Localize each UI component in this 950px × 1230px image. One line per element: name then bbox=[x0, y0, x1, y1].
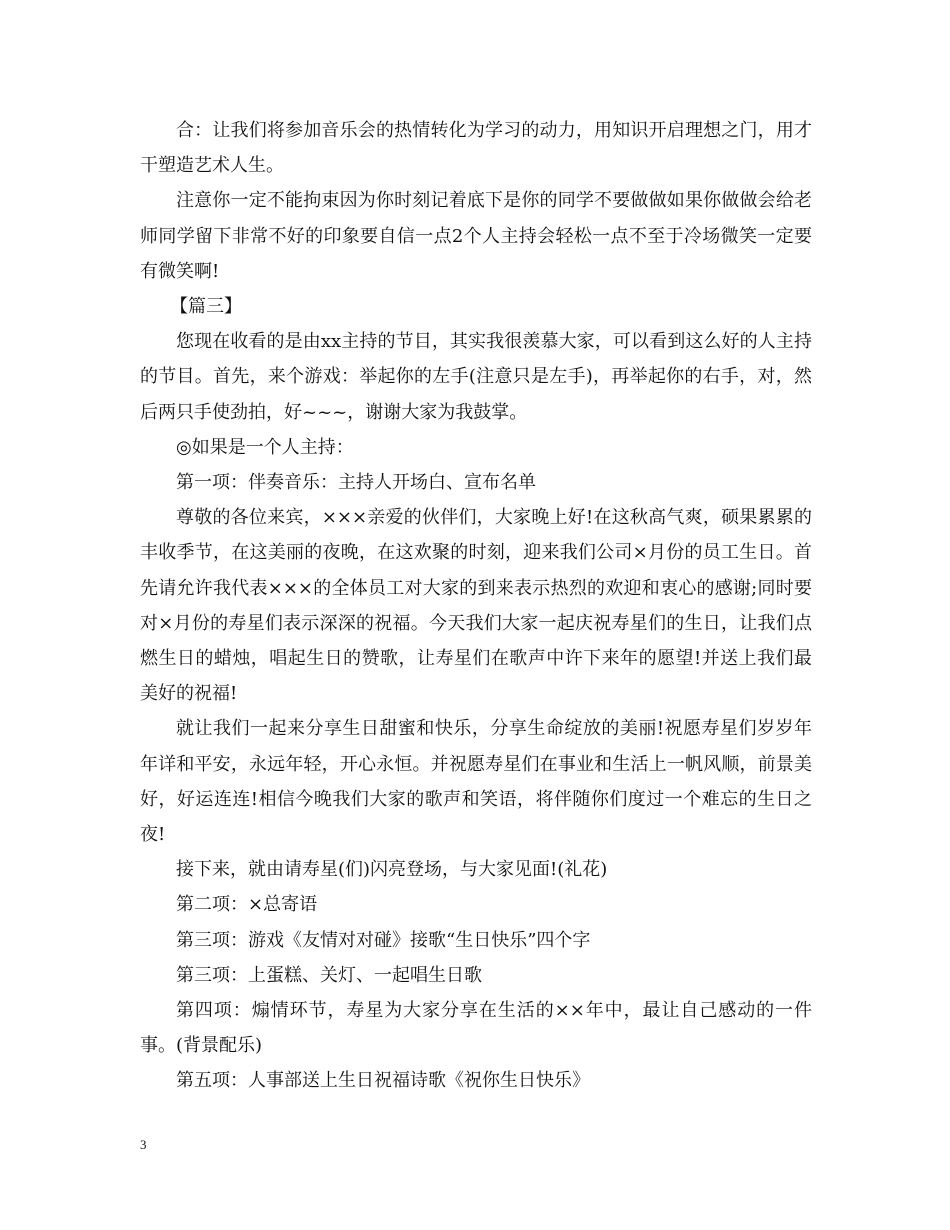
paragraph-item-three-game: 第三项：游戏《友情对对碰》接歌“生日快乐”四个字 bbox=[176, 929, 591, 951]
paragraph-item-three-cake: 第三项：上蛋糕、关灯、一起唱生日歌 bbox=[176, 964, 482, 986]
paragraph-closing-chorus: 合：让我们将参加音乐会的热情转化为学习的动力，用知识开启理想之门，用才干塑造艺术人生。 bbox=[140, 120, 812, 177]
paragraph-item-four: 第四项：煽情环节，寿星为大家分享在生活的××年中，最让自己感动的一件事。(背景配乐) bbox=[140, 1000, 812, 1057]
paragraph-opening-game: 您现在收看的是由xx主持的节目，其实我很羡慕大家，可以看到这么好的人主持的节目。首先，来个游戏：举起你的左手(注意只是左手)，再举起你的右手，对，然后两只手使劲拍，好~~~，谢谢大家为我鼓掌。 bbox=[140, 331, 812, 423]
paragraph-item-five: 第五项：人事部送上生日祝福诗歌《祝你生日快乐》 bbox=[176, 1070, 590, 1092]
paragraph-birthday-wishes: 就让我们一起来分享生日甜蜜和快乐，分享生命绽放的美丽!祝愿寿星们岁岁年年详和平安，永远年轻，开心永恒。并祝愿寿星们在事业和生活上一帆风顺，前景美好，好运连连!相信今晚我们大家的歌声和笑语，将伴随你们度过一个难忘的生日之夜! bbox=[140, 718, 812, 846]
paragraph-host-advice: 注意你一定不能拘束因为你时刻记着底下是你的同学不要做做如果你做做会给老师同学留下非常不好的印象要自信一点2个人主持会轻松一点不至于冷场微笑一定要有微笑啊! bbox=[140, 190, 812, 282]
page-body bbox=[140, 113, 812, 1099]
page-number: 3 bbox=[140, 1137, 147, 1152]
paragraph-item-one: 第一项：伴奏音乐：主持人开场白、宣布名单 bbox=[176, 472, 536, 494]
section-heading: 【篇三】 bbox=[170, 296, 242, 318]
paragraph-birthday-entrance: 接下来，就由请寿星(们)闪亮登场，与大家见面!(礼花) bbox=[176, 859, 608, 881]
paragraph-single-host-note: ◎如果是一个人主持： bbox=[176, 436, 354, 458]
paragraph-item-two: 第二项：×总寄语 bbox=[176, 894, 318, 916]
paragraph-welcome-speech: 尊敬的各位来宾，×××亲爱的伙伴们，大家晚上好!在这秋高气爽，硕果累累的丰收季节，在这美丽的夜晚，在这欢聚的时刻，迎来我们公司×月份的员工生日。首先请允许我代表×××的全体员工对大家的到来表示热烈的欢迎和衷心的感谢;同时要对×月份的寿星们表示深深的祝福。今天我们大家一起庆祝寿星们的生日，让我们点燃生日的蜡烛，唱起生日的赞歌，让寿星们在歌声中许下来年的愿望!并送上我们最美好的祝福! bbox=[140, 507, 812, 705]
